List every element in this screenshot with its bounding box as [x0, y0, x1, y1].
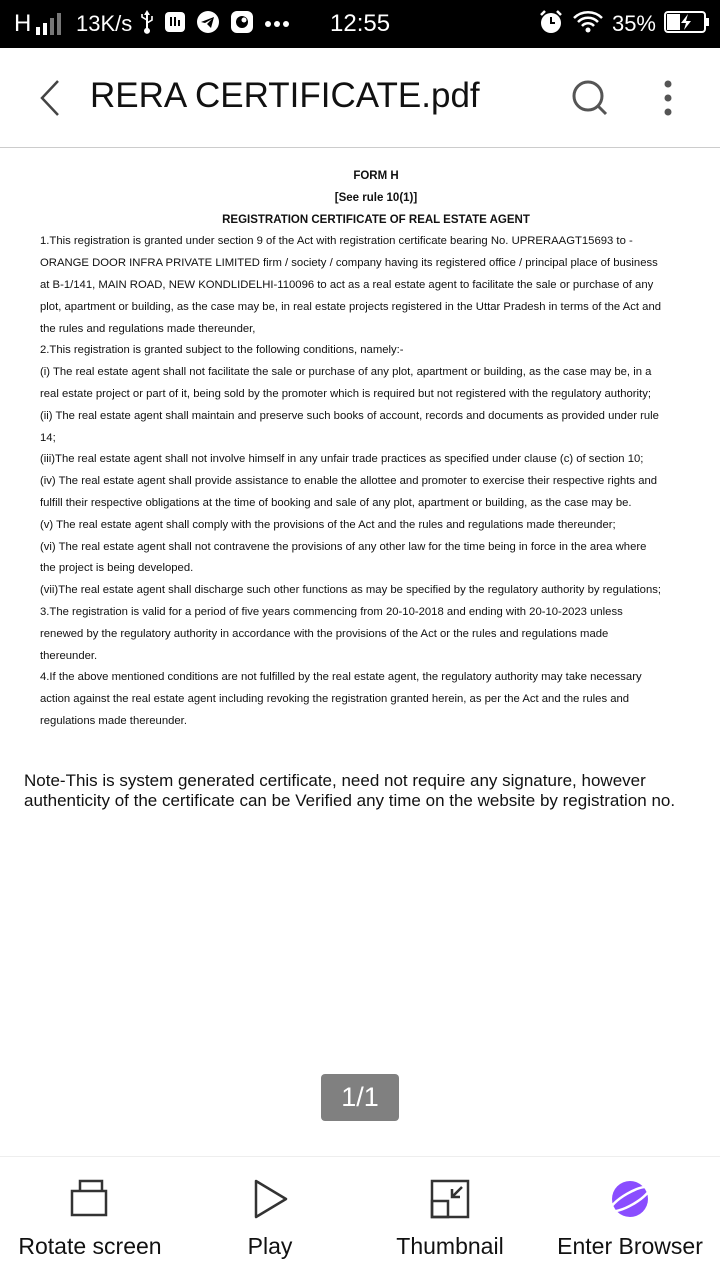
doc-line: 4.If the above mentioned conditions are not fulfilled by the real estate agent, the regulatory authority may take necessary — [40, 671, 642, 684]
rotate-screen-icon — [68, 1177, 112, 1221]
rotate-screen-button[interactable] — [5, 1157, 175, 1281]
telegram-icon — [196, 10, 220, 39]
status-bar — [0, 0, 720, 48]
system-icons — [538, 0, 710, 48]
wifi-icon — [572, 10, 604, 39]
battery-percentage: 35% — [611, 11, 656, 36]
app-bar-divider — [0, 147, 720, 148]
certificate-note: Note-This is system generated certificate, need not require any signature, however authenticity of the certificate can be Verified any time on the website by registration no. — [24, 771, 676, 810]
form-rule: [See rule 10(1)] — [334, 191, 418, 204]
doc-line: renewed by the regulatory authority in accordance with the provisions of the Act or the rules and regulations made — [40, 627, 609, 640]
form-heading: FORM H — [353, 170, 399, 182]
network-speed: 13K/s — [76, 11, 133, 36]
browser-planet-icon — [608, 1177, 652, 1221]
clock: 12:55 — [330, 10, 391, 37]
play-icon — [248, 1177, 292, 1221]
app-bar — [0, 48, 720, 148]
doc-line: (vi) The real estate agent shall not contravene the provisions of any other law for the time being in force in the area where — [40, 540, 647, 553]
thumbnail-label: Thumbnail — [396, 1233, 504, 1259]
doc-line: 3.The registration is valid for a period of five years commencing from 20-10-2018 and ending with 20-10-2023 unless — [40, 605, 623, 618]
doc-line: 2.This registration is granted subject to the following conditions, namely:- — [40, 344, 404, 357]
document-title: RERA CERTIFICATE.pdf — [90, 76, 480, 115]
network-type: H — [14, 10, 32, 37]
battery-charging-icon — [664, 11, 710, 38]
signal-icon — [36, 0, 64, 48]
doc-line: action against the real estate agent including revoking the registration granted herein, as per the Act and the rules and — [40, 693, 630, 706]
app-icon — [230, 10, 254, 39]
page-indicator: 1/1 — [321, 1074, 399, 1121]
pdf-page — [40, 166, 712, 733]
play-button[interactable] — [185, 1157, 355, 1281]
more-vertical-icon — [650, 76, 680, 120]
doc-line: (vii)The real estate agent shall discharge such other functions as may be specified by the regulatory authority by regulations; — [40, 584, 662, 597]
doc-line: real estate project or part of it, being sold by the promoter which is required but not registered with the regulatory authority; — [40, 387, 651, 400]
doc-line: (iii)The real estate agent shall not involve himself in any unfair trade practices as specified under clause (c) of section 10; — [40, 453, 644, 466]
doc-line: the project is being developed. — [40, 562, 194, 575]
doc-line: ORANGE DOOR INFRA PRIVATE LIMITED firm / society / company having its registered office / principal place of business — [40, 257, 658, 270]
doc-line: (i) The real estate agent shall not facilitate the sale or purchase of any plot, apartment or building, as the case may be, in a — [40, 366, 652, 379]
notification-icons — [140, 0, 290, 48]
doc-line: 1.This registration is granted under section 9 of the Act with registration certificate bearing No. UPRERAAGT15693 to - — [40, 235, 633, 248]
search-button[interactable] — [568, 76, 612, 120]
doc-line: (iv) The real estate agent shall provide assistance to enable the allottee and promoter to exercise their respective rights and — [40, 475, 658, 488]
more-notifications-icon — [264, 15, 290, 33]
back-arrow-icon — [30, 78, 70, 118]
doc-line: fulfill their respective obligations at the time of booking and sale of any plot, apartment or building, as the case may be. — [40, 496, 632, 509]
doc-line: (ii) The real estate agent shall maintain and preserve such books of account, records and documents as provided under rule — [40, 409, 659, 422]
doc-line: 14; — [40, 431, 56, 444]
more-options-button[interactable] — [650, 76, 680, 120]
doc-line: plot, apartment or building, as the case may be, in real estate projects registered in the Uttar Pradesh in terms of the Act and — [40, 300, 662, 313]
alarm-icon — [538, 9, 564, 40]
thumbnail-icon — [428, 1177, 472, 1221]
search-icon — [568, 76, 612, 120]
doc-line: the rules and regulations made thereunder, — [40, 322, 256, 335]
usb-debug-icon — [164, 11, 186, 38]
doc-line: (v) The real estate agent shall comply with the provisions of the Act and the rules and regulations made thereunder; — [40, 518, 616, 531]
play-label: Play — [247, 1233, 293, 1259]
enter-browser-label: Enter Browser — [557, 1233, 703, 1259]
usb-icon — [140, 10, 154, 39]
doc-line: at B-1/141, MAIN ROAD, NEW KONDLIDELHI-110096 to act as a real estate agent to facilitate the sale or purchase of any — [40, 278, 654, 291]
bottom-toolbar — [0, 1156, 720, 1281]
thumbnail-button[interactable] — [365, 1157, 535, 1281]
doc-line: regulations made thereunder. — [40, 714, 187, 727]
back-button[interactable] — [30, 78, 70, 118]
certificate-title: REGISTRATION CERTIFICATE OF REAL ESTATE AGENT — [222, 213, 530, 226]
doc-line: thereunder. — [40, 649, 98, 662]
enter-browser-button[interactable] — [545, 1157, 715, 1281]
rotate-screen-label: Rotate screen — [18, 1233, 162, 1259]
